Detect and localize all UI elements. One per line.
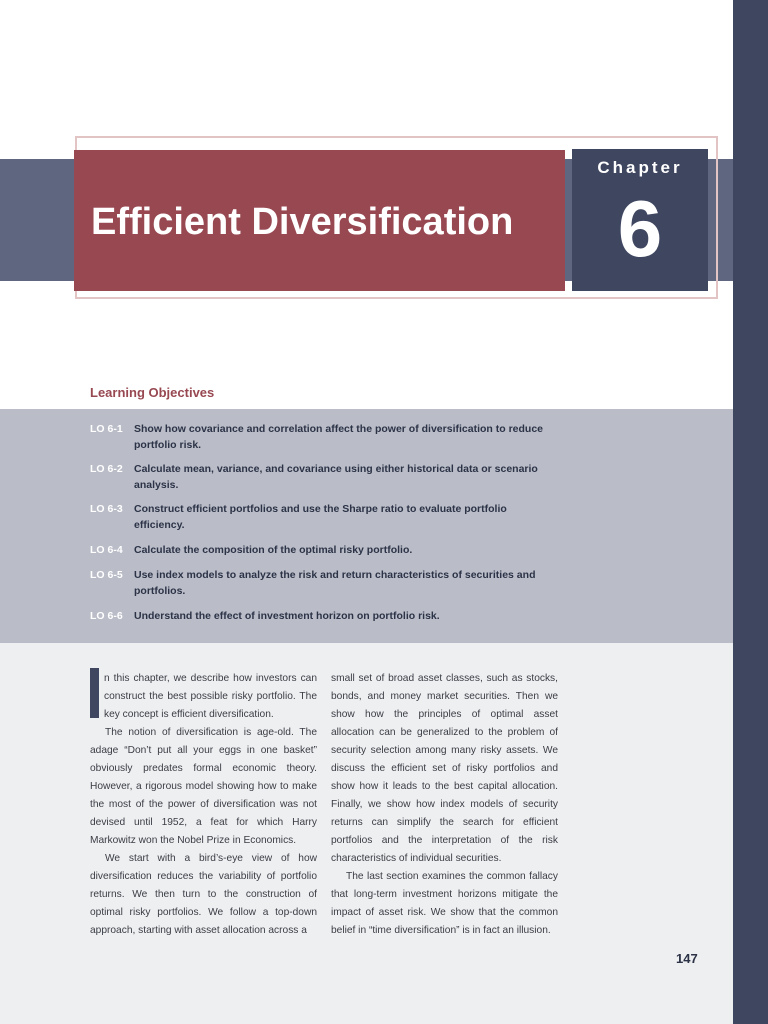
chapter-number-box: [572, 149, 708, 291]
body-paragraph: We start with a bird’s-eye view of how diversification reduces the variability of portfolio returns. We then turn to the construction of optimal risky portfolios. We follow a top-down approach, starting with asset allocation across a: [90, 853, 317, 936]
body-paragraph: n this chapter, we describe how investors can construct the best possible risky portfolio. The key concept is efficient diversification.: [104, 673, 317, 720]
chapter-title-box: [74, 150, 565, 291]
lo-item: [90, 567, 554, 599]
lo-code: LO 6-5: [90, 569, 123, 581]
lo-item: [90, 608, 554, 624]
lo-item: [90, 542, 554, 558]
lo-text: Calculate the composition of the optimal risky portfolio.: [134, 544, 413, 556]
lo-code: LO 6-3: [90, 503, 123, 515]
lo-code: LO 6-4: [90, 544, 123, 556]
body-paragraph: The notion of diversification is age-old. The adage “Don’t put all your eggs in one basket” obviously predates formal economic theory. However, a rigorous model showing how to make the most of the power of diversification was not devised until 1952, a feat for which Harry Markowitz won the Nobel Prize in Economics.: [90, 727, 317, 846]
lo-text: Understand the effect of investment horizon on portfolio risk.: [134, 610, 440, 622]
header-band-left: [0, 159, 75, 281]
lo-item: [90, 421, 554, 453]
lo-code: LO 6-2: [90, 463, 123, 475]
lo-text: Construct efficient portfolios and use the Sharpe ratio to evaluate portfolio efficiency.: [134, 503, 507, 531]
page-number: 147: [676, 951, 698, 966]
chapter-number: 6: [617, 184, 663, 273]
lo-text: Calculate mean, variance, and covariance using either historical data or scenario analysis.: [134, 463, 538, 491]
chapter-title: Efficient Diversification: [91, 201, 514, 243]
body-paragraph: small set of broad asset classes, such as stocks, bonds, and money market securities. Then we show how the principles of optimal asset allocation can be generalized to the problem of security selection among many risky assets. We discuss the efficient set of risky portfolios and show how it leads to the best capital allocation. Finally, we show how index models of security returns can simplify the search for efficient portfolios and the interpretation of the risk characteristics of individual securities.: [331, 673, 558, 864]
lo-code: LO 6-6: [90, 610, 123, 622]
lo-text: Show how covariance and correlation affect the power of diversification to reduce portfolio risk.: [134, 423, 544, 451]
lo-code: LO 6-1: [90, 423, 123, 435]
page-edge-strip: [733, 0, 768, 1024]
lo-item: [90, 461, 554, 493]
body-column-left: [90, 670, 317, 940]
body-paragraph: The last section examines the common fallacy that long-term investment horizons mitigate the impact of asset risk. We show that the common belief in “time diversification” is in fact an illusion.: [331, 871, 558, 936]
body-column-right: [331, 670, 558, 940]
learning-objectives-heading: Learning Objectives: [90, 385, 215, 400]
lo-item: [90, 501, 554, 533]
chapter-label: Chapter: [597, 158, 683, 177]
lo-text: Use index models to analyze the risk and return characteristics of securities and portfolios.: [134, 569, 536, 597]
